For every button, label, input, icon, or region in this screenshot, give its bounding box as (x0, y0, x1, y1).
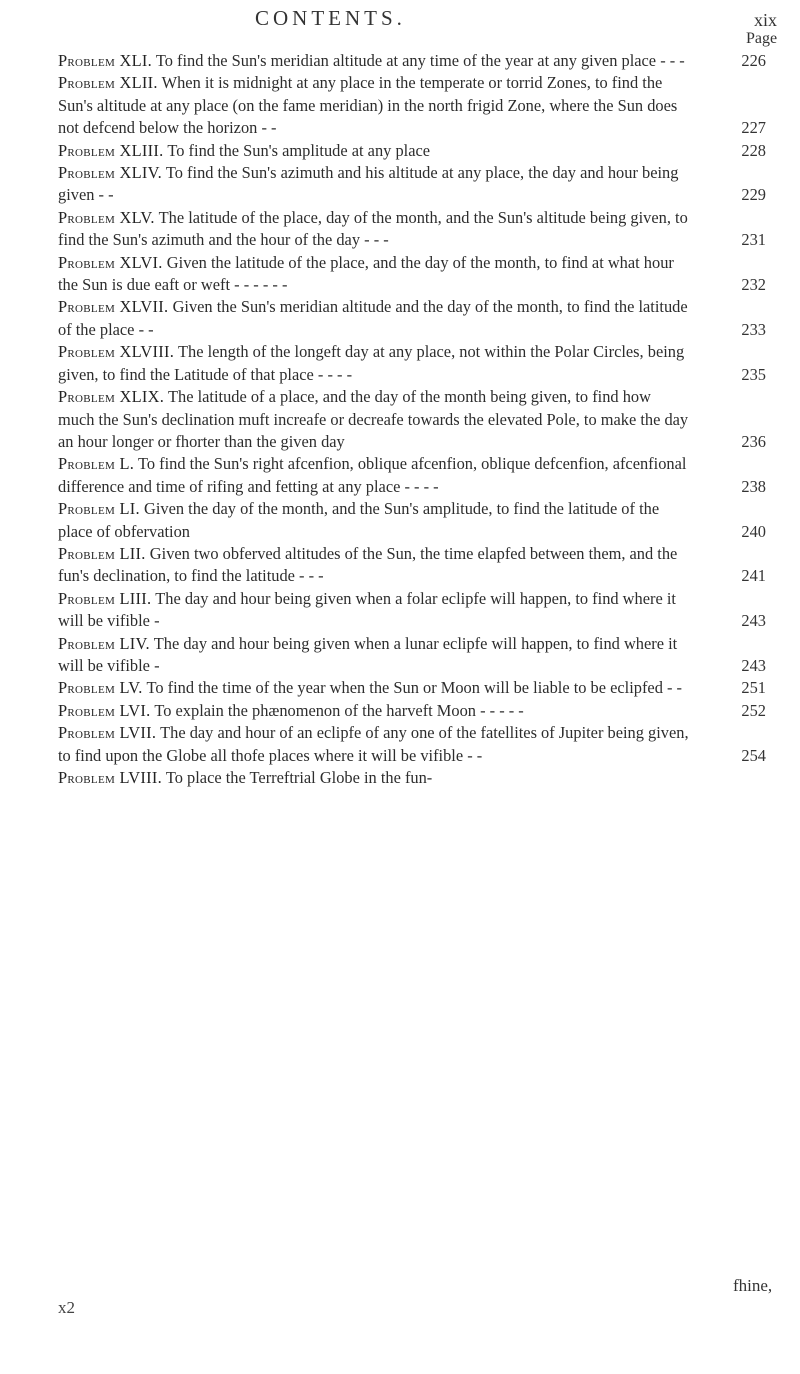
running-head: CONTENTS. (255, 6, 406, 30)
problem-description: The day and hour being given when a lunar eclipfe will happen, to find where it will be vifible (58, 633, 678, 675)
page-reference: 226 (741, 51, 766, 70)
problem-label: Problem XLIV. (58, 163, 163, 183)
page-reference: 243 (741, 611, 766, 631)
toc-entry (58, 162, 778, 207)
leader-dashes: - - (467, 745, 483, 765)
problem-label: Problem LIII. (58, 588, 152, 608)
table-of-contents (58, 50, 778, 789)
page-reference: 241 (741, 566, 766, 586)
leader-dashes: - - (98, 185, 114, 205)
toc-entry-text (58, 72, 690, 139)
leader-dashes: - - - (299, 566, 324, 586)
problem-description: When it is midnight at any place in the temperate or torrid Zones, to find the Sun's altitude at any place (on the fame meridian) in the north frigid Zone, where the Sun does not defcend below the horizon (58, 73, 678, 138)
page-reference: 228 (741, 140, 766, 160)
leader-dashes: - - - (660, 51, 685, 70)
leader-dashes: - - (138, 319, 154, 339)
problem-label: Problem XLIX. (58, 387, 165, 407)
problem-label: Problem LII. (58, 543, 146, 563)
page-number: xix (754, 10, 778, 30)
page-reference: 238 (741, 476, 766, 496)
toc-entry (58, 453, 778, 498)
page-reference: 227 (741, 118, 766, 138)
toc-entry (58, 72, 778, 139)
problem-label: Problem XLVII. (58, 297, 169, 317)
toc-entry (58, 767, 778, 789)
toc-entry (58, 633, 778, 678)
problem-description: To find the Sun's right afcenfion, oblique afcenfion, oblique defcenfion, afcenfional difference and time of rifing and fetting at any place (58, 454, 687, 496)
page-reference: 240 (741, 521, 766, 541)
leader-dashes: - - - - - - (234, 275, 288, 295)
problem-label: Problem LVIII. (58, 768, 163, 787)
page-reference: 251 (741, 678, 766, 698)
page-reference: 236 (741, 431, 766, 451)
leader-dashes: - - (261, 118, 277, 138)
page-reference: 252 (741, 700, 766, 720)
page-reference: 229 (741, 185, 766, 205)
toc-entry (58, 50, 778, 72)
toc-entry-text (58, 767, 690, 789)
toc-entry-text (58, 386, 690, 453)
toc-entry-text (58, 252, 690, 297)
problem-label: Problem LVII. (58, 723, 157, 743)
leader-dashes: - - - - (404, 476, 439, 496)
problem-label: Problem XLII. (58, 73, 158, 93)
toc-entry-text (58, 50, 690, 72)
toc-entry-text (58, 700, 690, 722)
problem-description: The day and hour of an eclipfe of any one of the fatellites of Jupiter being given, to find upon the Globe all thofe places where it will be vifible (58, 723, 689, 765)
problem-label: Problem L. (58, 454, 135, 474)
page-reference: 232 (741, 275, 766, 295)
page-reference: 243 (741, 655, 766, 675)
toc-entry (58, 722, 778, 767)
problem-description: Given the Sun's meridian altitude and the day of the month, to find the latitude of the place (58, 297, 688, 339)
problem-label: Problem XLI. (58, 51, 153, 70)
problem-label: Problem XLIII. (58, 140, 164, 160)
toc-entry-text (58, 207, 690, 252)
problem-description: The latitude of a place, and the day of the month being given, to find how much the Sun's declination muft increafe or decreafe towards the elevated Pole, to make the day an hour longer or fhorter than the given day (58, 387, 689, 451)
toc-entry (58, 140, 778, 162)
page-reference: 231 (741, 230, 766, 250)
toc-entry-text (58, 677, 690, 699)
toc-entry (58, 296, 778, 341)
leader-dashes: - - - (364, 230, 389, 250)
leader-dashes: - - (667, 678, 683, 698)
toc-entry-text (58, 588, 690, 633)
toc-entry-text (58, 296, 690, 341)
toc-entry (58, 700, 778, 722)
signature-mark: x2 (58, 1298, 75, 1317)
toc-entry (58, 341, 778, 386)
page-reference: 254 (741, 745, 766, 765)
problem-label: Problem XLVIII. (58, 342, 175, 362)
toc-entry (58, 677, 778, 699)
leader-dashes: - (154, 611, 160, 631)
problem-label: Problem XLV. (58, 207, 155, 227)
problem-description: To find the time of the year when the Sun or Moon will be liable to be eclipfed (146, 678, 663, 698)
toc-entry-text (58, 453, 690, 498)
catchword: fhine, (733, 1276, 773, 1295)
toc-entry-text (58, 162, 690, 207)
problem-description: Given the latitude of the place, and the day of the month, to find at what hour the Sun is due eaft or weft (58, 252, 674, 295)
problem-description: The latitude of the place, day of the month, and the Sun's altitude being given, to find the Sun's azimuth and the hour of the day (58, 207, 688, 250)
problem-description: To explain the phænomenon of the harveft Moon (154, 700, 476, 720)
problem-description: The day and hour being given when a folar eclipfe will happen, to find where it will be vifible (58, 588, 676, 631)
leader-dashes: - - - - - (480, 700, 524, 720)
page-reference: 235 (741, 364, 766, 384)
toc-entry-text (58, 341, 690, 386)
toc-entry-text (58, 140, 690, 162)
toc-entry (58, 252, 778, 297)
toc-entry (58, 543, 778, 588)
toc-entry-text (58, 543, 690, 588)
page-column-label: Page (746, 30, 778, 47)
problem-label: Problem LIV. (58, 633, 150, 653)
toc-entry (58, 207, 778, 252)
problem-description: To find the Sun's azimuth and his altitude at any place, the day and hour being given (58, 163, 679, 205)
toc-entry-text (58, 633, 690, 678)
problem-label: Problem LI. (58, 499, 140, 519)
page-reference: 233 (741, 319, 766, 339)
problem-description: The length of the longeft day at any place, not within the Polar Circles, being given, to find the Latitude of that place (58, 342, 685, 384)
leader-dashes: - (154, 655, 160, 675)
toc-entry (58, 498, 778, 543)
problem-description: To place the Terreftrial Globe in the fun- (165, 768, 433, 787)
toc-entry-text (58, 498, 690, 543)
problem-description: Given two obferved altitudes of the Sun, the time elapfed between them, and the fun's declination, to find the latitude (58, 543, 678, 586)
problem-description: To find the Sun's amplitude at any place (167, 140, 431, 160)
toc-entry-text (58, 722, 690, 767)
leader-dashes: - - - - (317, 364, 353, 384)
problem-description: To find the Sun's meridian altitude at any time of the year at any given place (155, 51, 657, 70)
toc-entry (58, 386, 778, 453)
problem-description: Given the day of the month, and the Sun's amplitude, to find the latitude of the place of obfervation (58, 499, 660, 541)
problem-label: Problem LVI. (58, 700, 151, 720)
toc-entry (58, 588, 778, 633)
problem-label: Problem XLVI. (58, 252, 163, 272)
problem-label: Problem LV. (58, 678, 143, 698)
